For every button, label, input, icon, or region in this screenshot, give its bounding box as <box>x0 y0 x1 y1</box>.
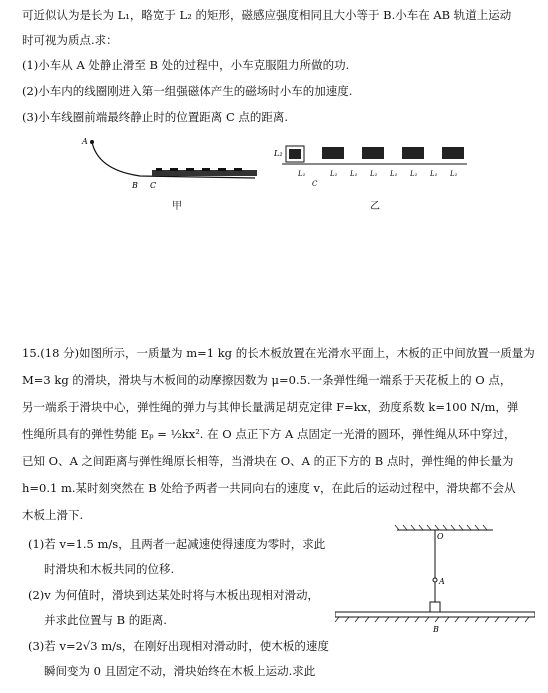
figure-15 <box>335 518 535 638</box>
label-O: O <box>437 532 444 541</box>
p15-line-7: 木板上滑下. <box>22 508 84 522</box>
label-A-15: A <box>439 577 445 586</box>
label-B-15: B <box>433 625 439 634</box>
question-1: (1)小车从 A 处静止滑至 B 处的过程中，小车克服阻力所做的功. <box>22 58 350 72</box>
p15-line-1: 15.(18 分)如图所示，一质量为 m=1 kg 的长木板放置在光滑水平面上，木板的正中间放置一质量为 <box>22 346 535 360</box>
p15-q1-b: 时滑块和木板共同的位移. <box>44 562 175 576</box>
question-3: (3)小车线圈前端最终静止时的位置距离 C 点的距离. <box>22 110 289 124</box>
p15-line-5: 已知 O、A 之间距离与弹性绳原长相等，当滑块在 O、A 的正下方的 B 点时，弹性绳的伸长量为 <box>22 454 514 468</box>
question-2: (2)小车内的线圈刚进入第一组强磁体产生的磁场时小车的加速度. <box>22 84 353 98</box>
figure-jia <box>80 130 260 190</box>
label-L2: L₂ <box>274 149 283 158</box>
L1-label-2: L₁ <box>330 170 338 178</box>
L1-label-1: L₁ <box>298 170 306 178</box>
label-A: A <box>82 137 88 146</box>
caption-jia: 甲 <box>172 201 182 212</box>
L1-label-8: L₁ <box>450 170 458 178</box>
text-line-2: 时可视为质点.求： <box>22 33 118 47</box>
L1-label-4: L₁ <box>370 170 378 178</box>
label-C-yi: C <box>312 180 318 188</box>
L1-label-7: L₁ <box>430 170 438 178</box>
p15-line-3: 另一端系于滑块中心，弹性绳的弹力与其伸长量满足胡克定律 F=kx，劲度系数 k=100 N/m，弹 <box>22 400 519 414</box>
label-C: C <box>150 181 157 190</box>
p15-line-6: h=0.1 m.某时刻突然在 B 处给予两者一共同向右的速度 v，在此后的运动过程中，滑块都不会从 <box>22 481 516 495</box>
L1-label-3: L₁ <box>350 170 358 178</box>
p15-q3-a: (3)若 v=2√3 m/s，在刚好出现相对滑动时，使木板的速度 <box>28 639 329 653</box>
p15-line-2: M=3 kg 的滑块，滑块与木板间的动摩擦因数为 μ=0.5.一条弹性绳一端系于天花板上的 O 点， <box>22 373 512 387</box>
p15-q2-a: (2)v 为何值时，滑块到达某处时将与木板出现相对滑动， <box>28 588 319 602</box>
p15-q1-a: (1)若 v=1.5 m/s，且两者一起减速使得速度为零时，求此 <box>28 537 326 551</box>
text-line-1: 可近似认为是长为 L₁，略宽于 L₂ 的矩形，磁感应强度相同且大小等于 B.小车在 AB 轨道上运动 <box>22 8 512 22</box>
L1-label-5: L₁ <box>390 170 398 178</box>
L1-label-6: L₁ <box>410 170 418 178</box>
p15-line-4: 性绳所具有的弹性势能 Eₚ = ½kx². 在 O 点正下方 A 点固定一光滑的圆环，弹性绳从环中穿过， <box>22 427 516 441</box>
p15-q2-b: 并求此位置与 B 的距离. <box>44 613 167 627</box>
figure-yi <box>272 140 472 190</box>
p15-q3-b: 瞬间变为 0 且固定不动，滑块始终在木板上运动.求此 <box>44 664 316 678</box>
label-B: B <box>132 181 138 190</box>
caption-yi: 乙 <box>370 201 380 212</box>
